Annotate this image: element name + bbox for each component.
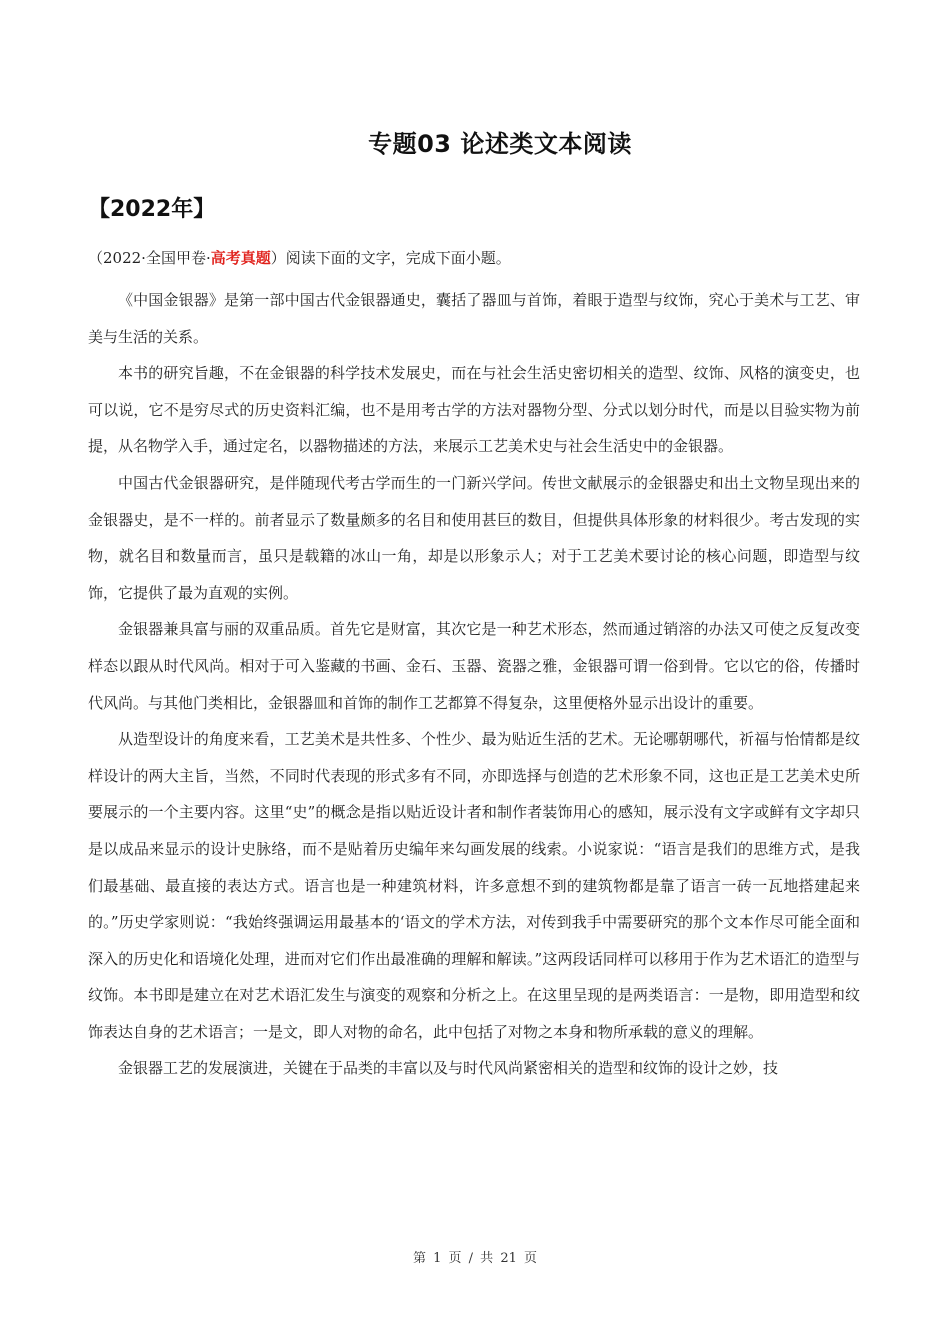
source-highlight: 高考真题	[210, 249, 271, 267]
paragraph: 金银器工艺的发展演进，关键在于品类的丰富以及与时代风尚紧密相关的造型和纹饰的设计之妙，技	[118, 1059, 779, 1078]
paragraph: 《中国金银器》是第一部中国古代金银器通史，囊括了器皿与首饰，着眼于造型与纹饰，究心于美术与工艺、审美与生活的关系。	[88, 291, 860, 346]
source-suffix: ）阅读下面的文字，完成下面小题。	[270, 249, 511, 267]
question-source-line	[88, 247, 511, 268]
paragraph: 中国古代金银器研究，是伴随现代考古学而生的一门新兴学问。传世文献展示的金银器史和出土文物呈现出来的金银器史，是不一样的。前者显示了数量颇多的名目和使用甚巨的数目，但提供具体形象的材料很少。考古发现的实物，就名目和数量而言，虽只是载籍的冰山一角，却是以形象示人；对于工艺美术要讨论的核心问题，即造型与纹饰，它提供了最为直观的实例。	[88, 473, 860, 602]
source-prefix: （2022·全国甲卷·	[88, 249, 211, 267]
paragraph: 本书的研究旨趣，不在金银器的科学技术发展史，而在与社会生活史密切相关的造型、纹饰、风格的演变史，也可以说，它不是穷尽式的历史资料汇编，也不是用考古学的方法对器物分型、分式以划分时代，而是以目验实物为前提，从名物学入手，通过定名，以器物描述的方法，来展示工艺美术史与社会生活史中的金银器。	[88, 364, 860, 456]
page-title: 专题03 论述类文本阅读	[368, 130, 632, 158]
article-body	[88, 282, 860, 1087]
paragraph: 金银器兼具富与丽的双重品质。首先它是财富，其次它是一种艺术形态，然而通过销溶的办法又可使之反复改变样态以跟从时代风尚。相对于可入鉴藏的书画、金石、玉器、瓷器之雅，金银器可谓一俗到骨。它以它的俗，传播时代风尚。与其他门类相比，金银器皿和首饰的制作工艺都算不得复杂，这里便格外显示出设计的重要。	[88, 620, 860, 712]
paragraph: 从造型设计的角度来看，工艺美术是共性多、个性少、最为贴近生活的艺术。无论哪朝哪代，祈福与怡情都是纹样设计的两大主旨，当然，不同时代表现的形式多有不同，亦即选择与创造的艺术形象不同，这也正是工艺美术史所要展示的一个主要内容。这里“史”的概念是指以贴近设计者和制作者装饰用心的感知，展示没有文字或鲜有文字却只是以成品来显示的设计史脉络，而不是贴着历史编年来勾画发展的线索。小说家说：“语言是我们的思维方式，是我们最基础、最直接的表达方式。语言也是一种建筑材料，许多意想不到的建筑物都是靠了语言一砖一瓦地搭建起来的。”历史学家则说：“我始终强调运用最基本的‘语文的学术方法，对传到我手中需要研究的那个文本作尽可能全面和深入的历史化和语境化处理，进而对它们作出最准确的理解和解读。”这两段话同样可以移用于作为艺术语汇的造型与纹饰。本书即是建立在对艺术语汇发生与演变的观察和分析之上。在这里呈现的是两类语言：一是物，即用造型和纹饰表达自身的艺术语言；一是文，即人对物的命名，此中包括了对物之本身和物所承载的意义的理解。	[88, 730, 860, 1041]
year-heading: 【2022年】	[88, 197, 216, 222]
page-footer: 第 1 页 / 共 21 页	[413, 1251, 537, 1266]
